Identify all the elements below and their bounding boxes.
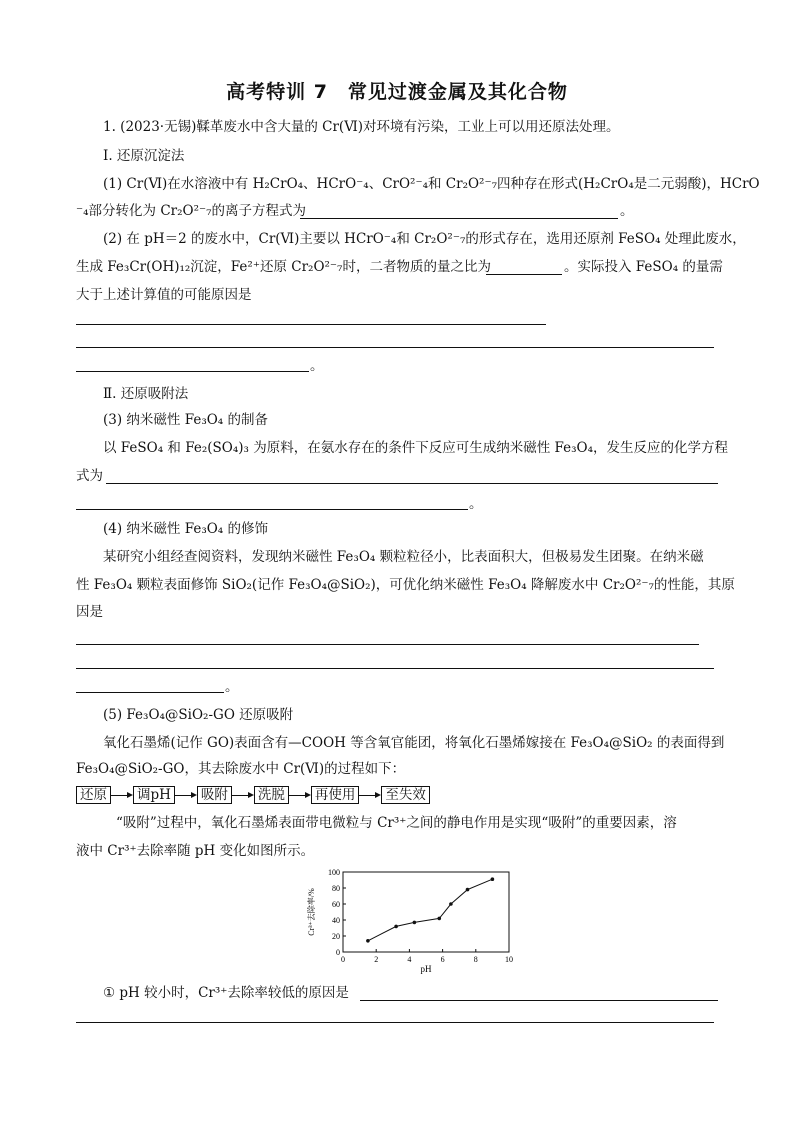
answer-blank-5b[interactable] bbox=[76, 668, 714, 669]
q1-part4-heading: (4) 纳米磁性 Fe₃O₄ 的修饰 bbox=[103, 521, 269, 537]
x-tick-label: 2 bbox=[374, 955, 379, 964]
arrow-right-icon bbox=[359, 787, 381, 803]
answer-blank-5c[interactable] bbox=[76, 692, 224, 693]
data-point bbox=[413, 921, 417, 925]
y-tick-label: 20 bbox=[332, 932, 340, 941]
q1-part2-line1: (2) 在 pH＝2 的废水中，Cr(Ⅵ)主要以 HCrO⁻₄和 Cr₂O²⁻₇的形式存在，选用还原剂 FeSO₄ 处理此废水， bbox=[103, 231, 746, 247]
answer-blank-3a[interactable] bbox=[76, 324, 546, 325]
answer-blank-2[interactable] bbox=[486, 274, 562, 275]
arrow-right-icon bbox=[289, 787, 311, 803]
x-tick-label: 4 bbox=[407, 955, 412, 964]
flow-step: 至失效 bbox=[381, 786, 430, 804]
q1-sub1-text: ① pH 较小时，Cr³⁺去除率较低的原因是 bbox=[103, 985, 349, 1001]
q1-stem: 1. (2023·无锡)鞣革废水中含大量的 Cr(Ⅵ)对环境有污染，工业上可以用还原法处理。 bbox=[103, 119, 620, 135]
q1-part5-line1: 氧化石墨烯(记作 GO)表面含有—COOH 等含氧官能团，将氧化石墨烯嫁接在 Fe₃O₄@SiO₂ 的表面得到 bbox=[103, 735, 725, 751]
q1-part5-heading: (5) Fe₃O₄@SiO₂-GO 还原吸附 bbox=[103, 707, 294, 723]
q1-part5-line4: 液中 Cr³⁺去除率随 pH 变化如图所示。 bbox=[76, 843, 315, 859]
removal-rate-chart bbox=[300, 864, 530, 976]
answer-blank-5a[interactable] bbox=[76, 644, 699, 645]
flow-step: 调pH bbox=[133, 786, 175, 804]
y-axis-label: Cr³⁺去除率/% bbox=[307, 888, 316, 936]
section-2-heading: Ⅱ. 还原吸附法 bbox=[103, 386, 189, 402]
process-flow bbox=[76, 786, 430, 804]
x-tick-label: 6 bbox=[440, 955, 445, 964]
answer-blank-4b[interactable] bbox=[76, 509, 468, 510]
q1-part1-line1: (1) Cr(Ⅵ)在水溶液中有 H₂CrO₄、HCrO⁻₄、CrO²⁻₄和 Cr₂O²⁻₇四种存在形式(H₂CrO₄是二元弱酸)，HCrO bbox=[103, 176, 760, 192]
answer-blank-4a[interactable] bbox=[106, 483, 718, 484]
answer-blank-6a[interactable] bbox=[360, 1000, 718, 1001]
period: 。 bbox=[225, 679, 239, 695]
period: 。 bbox=[620, 203, 634, 219]
x-tick-label: 8 bbox=[473, 955, 478, 964]
data-point bbox=[366, 939, 370, 943]
arrow-right-icon bbox=[232, 787, 254, 803]
answer-blank-6b[interactable] bbox=[76, 1022, 714, 1023]
q1-part4-line3: 因是 bbox=[76, 604, 103, 620]
period: 。 bbox=[310, 358, 324, 374]
q1-part2-line3: 大于上述计算值的可能原因是 bbox=[76, 287, 252, 303]
flow-step: 吸附 bbox=[197, 786, 232, 804]
series-line bbox=[368, 879, 493, 941]
q1-part4-line1: 某研究小组经查阅资料，发现纳米磁性 Fe₃O₄ 颗粒粒径小，比表面积大，但极易发生团聚。在纳米磁 bbox=[103, 549, 704, 565]
arrow-right-icon bbox=[175, 787, 197, 803]
q1-part4-line2: 性 Fe₃O₄ 颗粒表面修饰 SiO₂(记作 Fe₃O₄@SiO₂)，可优化纳米磁性 Fe₃O₄ 降解废水中 Cr₂O²⁻₇的性能，其原 bbox=[76, 577, 735, 593]
data-point bbox=[449, 902, 453, 906]
data-point bbox=[437, 917, 441, 921]
data-point bbox=[491, 877, 495, 881]
q1-part1-line2: ⁻₄部分转化为 Cr₂O²⁻₇的离子方程式为 bbox=[76, 203, 307, 219]
period: 。 bbox=[469, 496, 483, 512]
data-point bbox=[394, 925, 398, 929]
q1-part3-line1: 以 FeSO₄ 和 Fe₂(SO₄)₃ 为原料，在氨水存在的条件下反应可生成纳米磁性 Fe₃O₄，发生反应的化学方程 bbox=[103, 440, 729, 456]
data-point bbox=[466, 888, 470, 892]
flow-step: 还原 bbox=[76, 786, 111, 804]
x-axis-label: pH bbox=[420, 964, 432, 974]
answer-blank-3c[interactable] bbox=[76, 371, 309, 372]
y-tick-label: 80 bbox=[332, 884, 340, 893]
answer-blank-1[interactable] bbox=[300, 218, 618, 219]
q1-part5-line3: “吸附”过程中，氧化石墨烯表面带电微粒与 Cr³⁺之间的静电作用是实现“吸附”的重要因素，溶 bbox=[116, 815, 677, 831]
x-tick-label: 10 bbox=[505, 955, 513, 964]
flow-step: 洗脱 bbox=[254, 786, 289, 804]
y-tick-label: 60 bbox=[332, 900, 340, 909]
q1-part2-line2a: 生成 Fe₃Cr(OH)₁₂沉淀，Fe²⁺还原 Cr₂O²⁻₇时，二者物质的量之比为 bbox=[76, 259, 491, 275]
y-tick-label: 0 bbox=[336, 948, 340, 957]
y-tick-label: 100 bbox=[328, 868, 340, 877]
answer-blank-3b[interactable] bbox=[76, 347, 714, 348]
section-1-heading: Ⅰ. 还原沉淀法 bbox=[103, 148, 185, 164]
page-title: 高考特训 7 常见过渡金属及其化合物 bbox=[226, 81, 568, 103]
arrow-right-icon bbox=[111, 787, 133, 803]
q1-part3-heading: (3) 纳米磁性 Fe₃O₄ 的制备 bbox=[103, 412, 269, 428]
x-tick-label: 0 bbox=[341, 955, 345, 964]
y-tick-label: 40 bbox=[332, 916, 340, 925]
flow-step: 再使用 bbox=[311, 786, 360, 804]
q1-part2-line2b: 。实际投入 FeSO₄ 的量需 bbox=[564, 259, 723, 275]
q1-part5-line2: Fe₃O₄@SiO₂-GO，其去除废水中 Cr(Ⅵ)的过程如下： bbox=[76, 761, 406, 777]
q1-part3-line2: 式为 bbox=[76, 468, 103, 484]
